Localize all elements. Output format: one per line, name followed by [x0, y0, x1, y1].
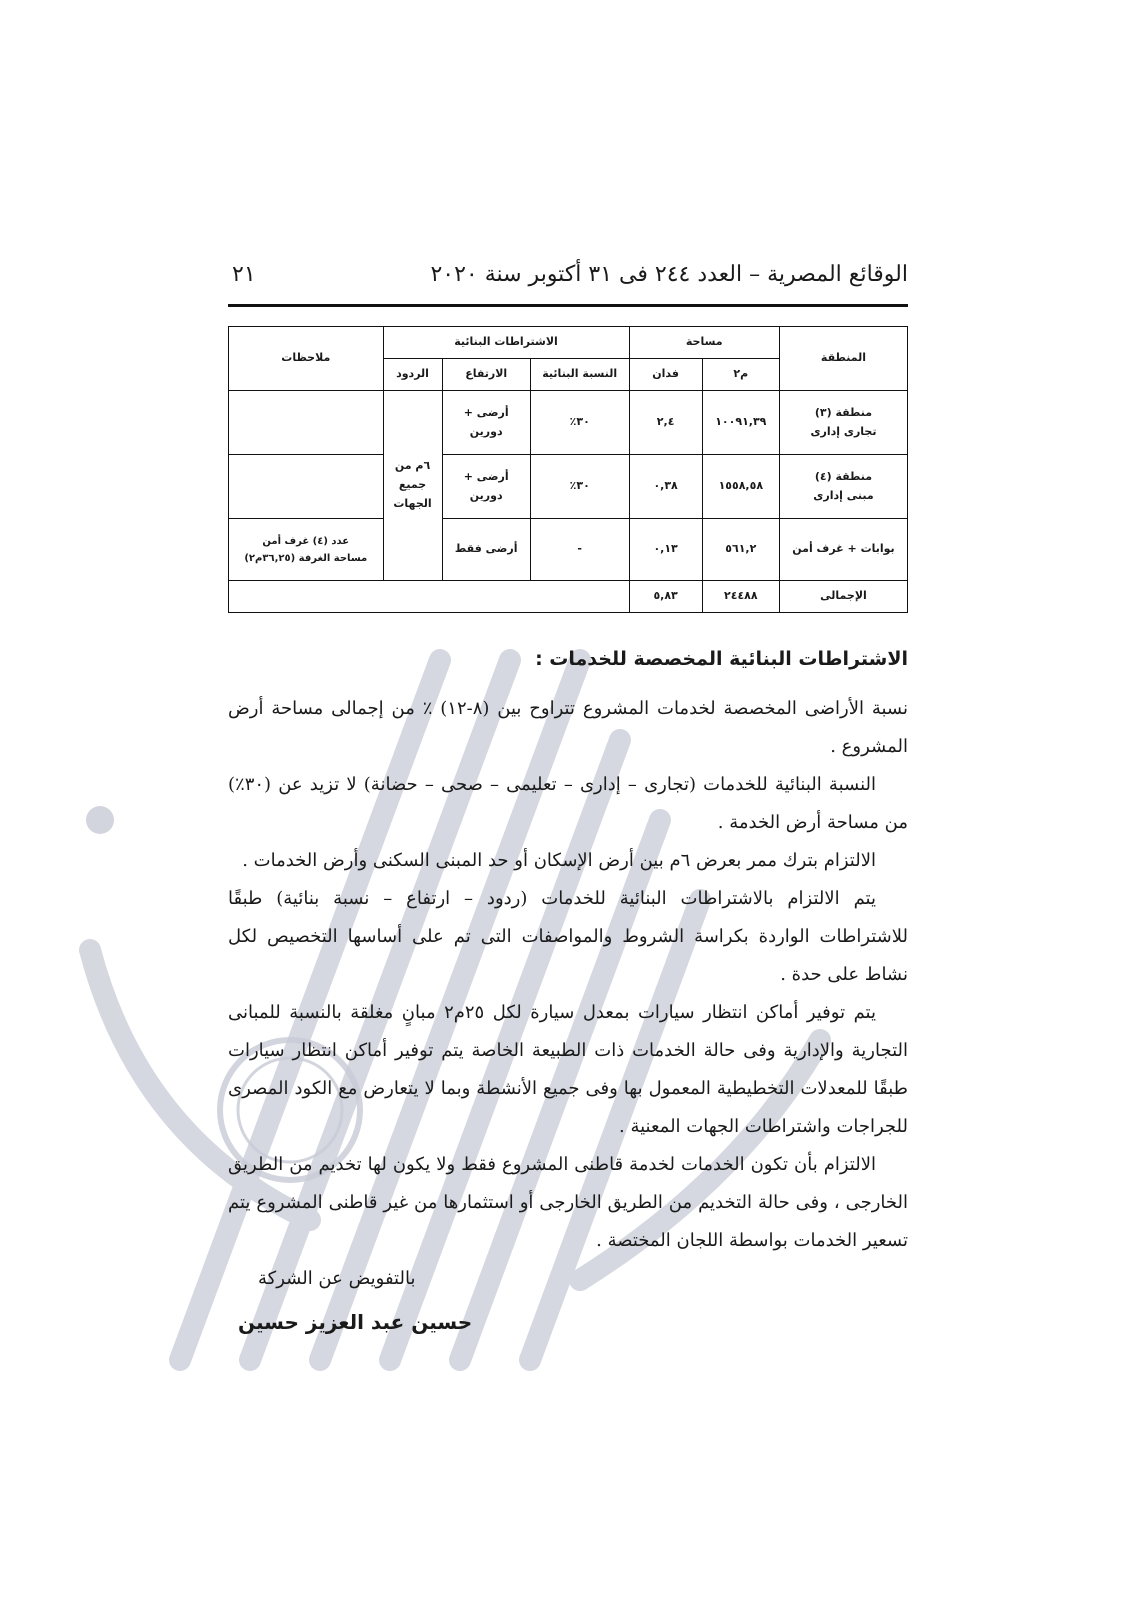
total-label: الإجمالى	[779, 581, 907, 613]
cell-feddan: ٢,٤	[629, 391, 702, 455]
header-rule	[228, 304, 908, 307]
header-area-feddan: فدان	[629, 359, 702, 391]
region-use: مبنى إدارى	[813, 488, 874, 502]
cell-feddan: ٠,١٣	[629, 519, 702, 581]
page-number: ٢١	[232, 262, 256, 287]
cell-feddan: ٠,٣٨	[629, 455, 702, 519]
region-use: تجارى إدارى	[810, 424, 877, 438]
total-m2: ٢٤٤٨٨	[702, 581, 779, 613]
table-row	[229, 455, 908, 519]
header-setbacks: الردود	[383, 359, 442, 391]
setbacks-line: جميع	[398, 478, 427, 492]
header-building-ratio: النسبة البنائية	[530, 359, 629, 391]
total-empty	[229, 581, 630, 613]
signature-name: حسين عبد العزيز حسين	[238, 1310, 473, 1334]
paragraph: النسبة البنائية للخدمات (تجارى – إدارى – تعليمى – صحى – حضانة) لا تزيد عن (٣٠٪) من مساحة أرض الخدمة .	[228, 774, 908, 833]
cell-height: أرضى + دورين	[442, 391, 530, 455]
cell-ratio: ٣٠٪	[530, 391, 629, 455]
areas-table	[228, 326, 908, 613]
cell-notes	[229, 455, 384, 519]
header-building-conditions: الاشتراطات البنائية	[383, 327, 629, 359]
cell-region: بوابات + غرف أمن	[779, 519, 907, 581]
header-area: مساحة	[629, 327, 779, 359]
cell-notes	[229, 519, 384, 581]
cell-region	[779, 455, 907, 519]
body-text	[228, 690, 908, 1260]
region-name: منطقة (٤)	[814, 469, 873, 483]
cell-setbacks	[383, 391, 442, 581]
table-row	[229, 391, 908, 455]
setbacks-line: الجهات	[393, 496, 432, 510]
header-height: الارتفاع	[442, 359, 530, 391]
paragraph: الالتزام بأن تكون الخدمات لخدمة قاطنى المشروع فقط ولا يكون لها تخديم من الطريق الخارجى ، وفى حالة التخديم من الطريق الخارجى أو استثمارها من غير قاطنى المشروع يتم تسعير الخدمات بواسطة اللجان المختصة .	[228, 1154, 908, 1251]
notes-line: عدد (٤) غرف أمن	[262, 535, 350, 547]
cell-height: أرضى + دورين	[442, 455, 530, 519]
cell-height: أرضى فقط	[442, 519, 530, 581]
total-feddan: ٥,٨٣	[629, 581, 702, 613]
page-header	[228, 262, 908, 302]
cell-m2: ١٠٠٩١,٣٩	[702, 391, 779, 455]
cell-m2: ٥٦١,٢	[702, 519, 779, 581]
total-row	[229, 581, 908, 613]
cell-ratio: ٣٠٪	[530, 455, 629, 519]
paragraph: يتم توفير أماكن انتظار سيارات بمعدل سيارة لكل ٢٥م٢ مبانٍ مغلقة بالنسبة للمبانى التجارية والإدارية وفى حالة الخدمات ذات الطبيعة الخاصة يتم توفير أماكن انتظار سيارات طبقًا للمعدلات التخطيطية المعمول بها وفى جميع الأنشطة وبما لا يتعارض مع الكود المصرى للجراجات واشتراطات الجهات المعنية .	[228, 1002, 908, 1137]
paragraph: الالتزام بترك ممر بعرض ٦م بين أرض الإسكان أو حد المبنى السكنى وأرض الخدمات .	[242, 850, 876, 871]
paragraph: نسبة الأراضى المخصصة لخدمات المشروع تتراوح بين (٨-١٢) ٪ من إجمالى مساحة أرض المشروع .	[228, 698, 908, 757]
signature-authority: بالتفويض عن الشركة	[258, 1268, 416, 1289]
table-row	[229, 519, 908, 581]
region-name: منطقة (٣)	[814, 405, 873, 419]
cell-m2: ١٥٥٨,٥٨	[702, 455, 779, 519]
cell-region	[779, 391, 907, 455]
publication-title: الوقائع المصرية – العدد ٢٤٤ فى ٣١ أكتوبر سنة ٢٠٢٠	[430, 262, 908, 287]
cell-ratio: -	[530, 519, 629, 581]
header-area-m2: م٢	[702, 359, 779, 391]
paragraph: يتم الالتزام بالاشتراطات البنائية للخدمات (ردود – ارتفاع – نسبة بنائية) طبقًا للاشتراطات الواردة بكراسة الشروط والمواصفات التى تم على أساسها التخصيص لكل نشاط على حدة .	[228, 888, 908, 985]
header-region: المنطقة	[779, 327, 907, 391]
cell-notes	[229, 391, 384, 455]
header-notes: ملاحظات	[229, 327, 384, 391]
section-title: الاشتراطات البنائية المخصصة للخدمات :	[535, 648, 908, 670]
setbacks-line: ٦م من	[394, 459, 431, 473]
notes-line: مساحة الغرفة (٣٦,٢٥م٢)	[244, 552, 368, 564]
